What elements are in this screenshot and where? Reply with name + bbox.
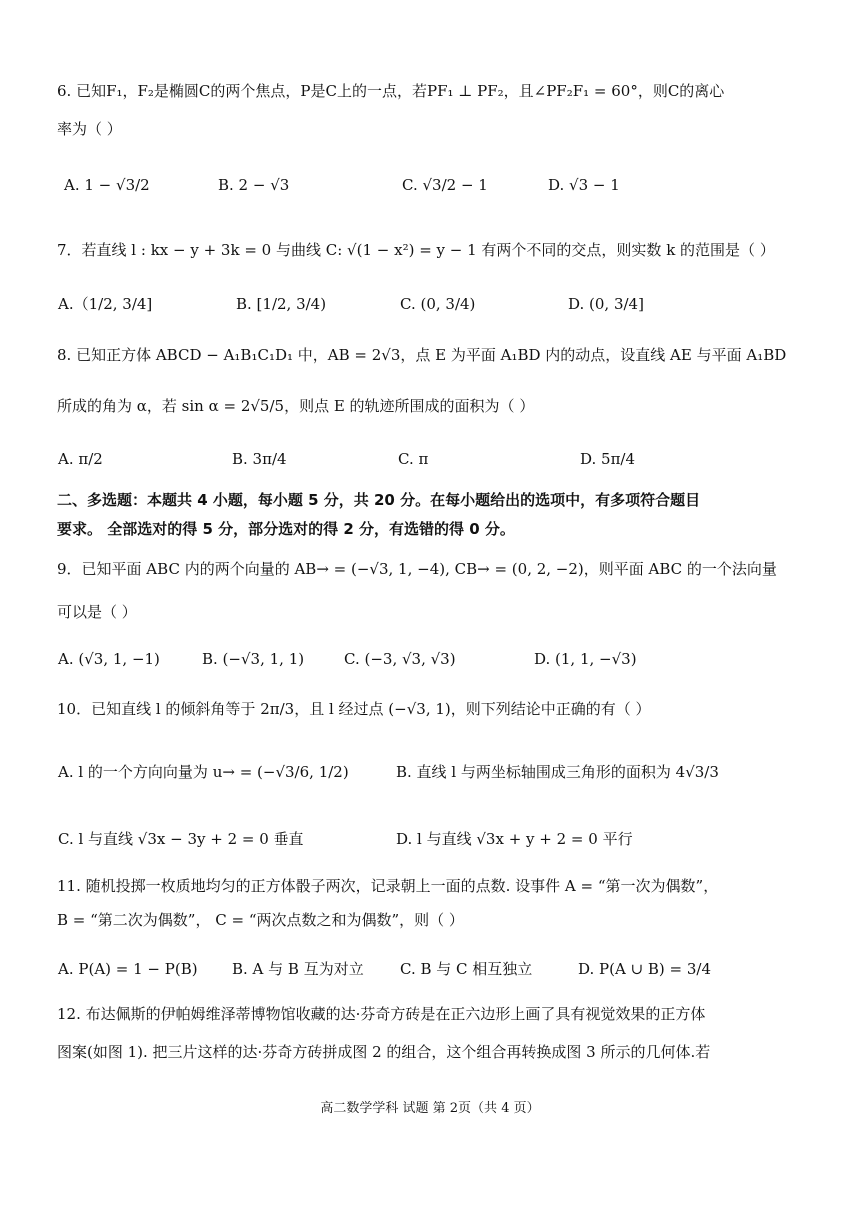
q9-stem-line-1: 9．已知平面 ABC 内的两个向量的 AB→ = (−√3, 1, −4), CB→ = (0, 2, −2)，则平面 ABC 的一个法向量: [57, 560, 777, 578]
q9-option-b: B. (−√3, 1, 1): [202, 650, 305, 668]
q8-option-b: B. 3π/4: [232, 450, 287, 468]
q10-option-d: D. l 与直线 √3x + y + 2 = 0 平行: [396, 830, 633, 848]
page-footer: 高二数学学科 试题 第 2页（共 4 页）: [320, 1101, 540, 1116]
q8-option-d: D. 5π/4: [580, 450, 636, 468]
q6-option-d: D. √3 − 1: [548, 176, 620, 194]
q7-option-b: B. [1/2, 3/4): [236, 295, 327, 313]
q10-option-b: B. 直线 l 与两坐标轴围成三角形的面积为 4√3/3: [396, 763, 719, 781]
q10-option-c: C. l 与直线 √3x − 3y + 2 = 0 垂直: [58, 830, 304, 848]
q6-stem-line-1: 6. 已知F₁，F₂是椭圆C的两个焦点，P是C上的一点，若PF₁ ⊥ PF₂，且∠PF₂F₁ = 60°，则C的离心: [57, 82, 725, 100]
q6-option-a: A. 1 − √3/2: [64, 176, 150, 194]
q9-option-c: C. (−3, √3, √3): [344, 650, 456, 668]
q11-option-b: B. A 与 B 互为对立: [232, 960, 364, 978]
q8-stem-line-2: 所成的角为 α，若 sin α = 2√5/5，则点 E 的轨迹所围成的面积为（ ）: [57, 397, 535, 415]
q11-stem-line-1: 11. 随机投掷一枚质地均匀的正方体骰子两次，记录朝上一面的点数. 设事件 A = “第一次为偶数”，: [57, 877, 719, 895]
section-heading-line-1: 二、多选题：本题共 4 小题，每小题 5 分，共 20 分。在每小题给出的选项中，有多项符合题目: [57, 491, 701, 509]
q7-option-d: D. (0, 3/4]: [568, 295, 644, 313]
q12-stem-line-1: 12. 布达佩斯的伊帕姆维泽蒂博物馆收藏的达·芬奇方砖是在正六边形上画了具有视觉效果的正方体: [57, 1005, 706, 1023]
q11-option-d: D. P(A ∪ B) = 3/4: [578, 960, 712, 978]
q7-stem: 7．若直线 l : kx − y + 3k = 0 与曲线 C: √(1 − x²) = y − 1 有两个不同的交点，则实数 k 的范围是（ ）: [57, 241, 775, 259]
q8-option-a: A. π/2: [58, 450, 103, 468]
q6-option-b: B. 2 − √3: [218, 176, 290, 194]
q11-stem-line-2: B = “第二次为偶数”， C = “两次点数之和为偶数”，则（ ）: [57, 911, 464, 929]
q11-option-c: C. B 与 C 相互独立: [400, 960, 533, 978]
q7-option-c: C. (0, 3/4): [400, 295, 476, 313]
q9-option-d: D. (1, 1, −√3): [534, 650, 637, 668]
q9-option-a: A. (√3, 1, −1): [58, 650, 160, 668]
q7-option-a: A.（1/2, 3/4]: [58, 295, 153, 313]
q8-stem-line-1: 8. 已知正方体 ABCD − A₁B₁C₁D₁ 中，AB = 2√3，点 E 为平面 A₁BD 内的动点，设直线 AE 与平面 A₁BD: [57, 346, 787, 364]
q10-stem: 10．已知直线 l 的倾斜角等于 2π/3，且 l 经过点 (−√3, 1)，则下列结论中正确的有（ ）: [57, 700, 651, 718]
q12-stem-line-2: 图案(如图 1). 把三片这样的达·芬奇方砖拼成图 2 的组合，这个组合再转换成图 3 所示的几何体.若: [57, 1043, 711, 1061]
q6-option-c: C. √3/2 − 1: [402, 176, 488, 194]
q8-option-c: C. π: [398, 450, 429, 468]
q9-stem-line-2: 可以是（ ）: [57, 603, 137, 621]
section-heading-line-2: 要求。 全部选对的得 5 分，部分选对的得 2 分，有选错的得 0 分。: [57, 520, 515, 538]
q6-stem-line-2: 率为（ ）: [57, 120, 122, 138]
q10-option-a: A. l 的一个方向向量为 u→ = (−√3/6, 1/2): [58, 763, 349, 781]
q11-option-a: A. P(A) = 1 − P(B): [58, 960, 198, 978]
